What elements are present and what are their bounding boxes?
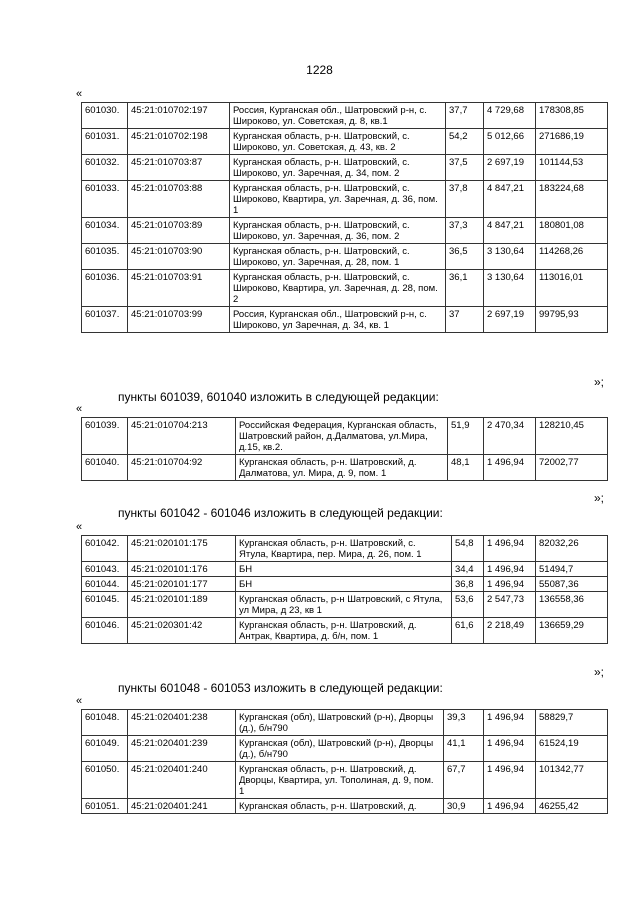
table-row [82, 618, 608, 644]
area-cell: 36,1 [446, 270, 484, 307]
value-cell: 58829,7 [536, 710, 608, 736]
cadastral-number-cell: 45:21:010704:213 [128, 418, 236, 455]
value-cell: 271686,19 [536, 129, 608, 155]
item-number-cell: 601048. [82, 710, 128, 736]
item-number-cell: 601046. [82, 618, 128, 644]
area-cell: 36,5 [446, 244, 484, 270]
rate-cell: 4 847,21 [484, 181, 536, 218]
area-cell: 37,5 [446, 155, 484, 181]
area-cell: 39,3 [444, 710, 484, 736]
value-cell: 180801,08 [536, 218, 608, 244]
item-number-cell: 601035. [82, 244, 128, 270]
area-cell: 54,8 [452, 536, 484, 562]
cadastral-number-cell: 45:21:010703:90 [128, 244, 230, 270]
address-cell: Курганская область, р-н. Шатровский, с. Широково, ул. Советская, д. 43, кв. 2 [230, 129, 446, 155]
address-cell: Россия, Курганская обл., Шатровский р-н, с. Широково, ул. Советская, д. 8, кв.1 [230, 103, 446, 129]
table-row [82, 155, 608, 181]
table-row [82, 710, 608, 736]
value-cell: 136558,36 [536, 592, 608, 618]
address-cell: Курганская (обл), Шатровский (р-н), Дворцы (д.), б/н790 [236, 710, 444, 736]
address-cell: Россия, Курганская обл., Шатровский р-н, с. Широково, ул Заречная, д. 34, кв. 1 [230, 307, 446, 333]
rate-cell: 2 697,19 [484, 155, 536, 181]
rate-cell: 3 130,64 [484, 270, 536, 307]
cadastral-number-cell: 45:21:020101:175 [128, 536, 236, 562]
table-row [82, 244, 608, 270]
item-number-cell: 601051. [82, 799, 128, 814]
value-cell: 46255,42 [536, 799, 608, 814]
rate-cell: 2 218,49 [484, 618, 536, 644]
item-number-cell: 601037. [82, 307, 128, 333]
cadastral-number-cell: 45:21:020101:176 [128, 562, 236, 577]
item-number-cell: 601036. [82, 270, 128, 307]
quote-open: « [76, 88, 83, 100]
rate-cell: 3 130,64 [484, 244, 536, 270]
cadastral-number-cell: 45:21:010703:99 [128, 307, 230, 333]
cadastral-number-cell: 45:21:020101:177 [128, 577, 236, 592]
address-cell: БН [236, 577, 452, 592]
table-row [82, 307, 608, 333]
item-number-cell: 601040. [82, 455, 128, 481]
rate-cell: 1 496,94 [484, 577, 536, 592]
address-cell: Курганская область, р-н. Шатровский, с. Широково, Квартира, ул. Заречная, д. 36, пом. 1 [230, 181, 446, 218]
quote-close: »; [594, 665, 605, 679]
rate-cell: 1 496,94 [484, 455, 536, 481]
table-body [82, 103, 608, 333]
item-number-cell: 601050. [82, 762, 128, 799]
area-cell: 41,1 [444, 736, 484, 762]
value-cell: 51494,7 [536, 562, 608, 577]
table-row [82, 270, 608, 307]
table-row [82, 762, 608, 799]
area-cell: 48,1 [448, 455, 484, 481]
area-cell: 54,2 [446, 129, 484, 155]
rate-cell: 1 496,94 [484, 562, 536, 577]
rate-cell: 5 012,66 [484, 129, 536, 155]
area-cell: 37,3 [446, 218, 484, 244]
table-body [82, 418, 608, 481]
cadastral-number-cell: 45:21:010703:89 [128, 218, 230, 244]
table-row [82, 577, 608, 592]
value-cell: 101342,77 [536, 762, 608, 799]
address-cell: Курганская область, р-н. Шатровский, с. Широково, ул. Заречная, д. 34, пом. 2 [230, 155, 446, 181]
section-instruction: пункты 601048 - 601053 изложить в следующей редакции: [118, 681, 443, 695]
address-cell: Курганская область, р-н. Шатровский, с. Широково, ул. Заречная, д. 36, пом. 2 [230, 218, 446, 244]
address-cell: Курганская область, р-н Шатровский, с Ятула, ул Мира, д 23, кв 1 [236, 592, 452, 618]
value-cell: 128210,45 [536, 418, 608, 455]
table-row [82, 736, 608, 762]
area-cell: 37,8 [446, 181, 484, 218]
quote-close: »; [594, 375, 605, 389]
section-instruction: пункты 601039, 601040 изложить в следующей редакции: [118, 390, 439, 404]
rate-cell: 4 847,21 [484, 218, 536, 244]
table-body [82, 536, 608, 644]
rate-cell: 1 496,94 [484, 736, 536, 762]
address-cell: Курганская область, р-н. Шатровский, с. Широково, ул. Заречная, д. 28, пом. 1 [230, 244, 446, 270]
property-table-4 [81, 709, 608, 814]
address-cell: Курганская область, р-н. Шатровский, с. Широково, Квартира, ул. Заречная, д. 28, пом. 2 [230, 270, 446, 307]
item-number-cell: 601034. [82, 218, 128, 244]
area-cell: 51,9 [448, 418, 484, 455]
cadastral-number-cell: 45:21:010704:92 [128, 455, 236, 481]
area-cell: 37 [446, 307, 484, 333]
area-cell: 53,6 [452, 592, 484, 618]
table-row [82, 218, 608, 244]
value-cell: 113016,01 [536, 270, 608, 307]
table-row [82, 562, 608, 577]
cadastral-number-cell: 45:21:010702:198 [128, 129, 230, 155]
table-row [82, 103, 608, 129]
value-cell: 136659,29 [536, 618, 608, 644]
rate-cell: 2 470,34 [484, 418, 536, 455]
item-number-cell: 601032. [82, 155, 128, 181]
value-cell: 178308,85 [536, 103, 608, 129]
table-row [82, 592, 608, 618]
area-cell: 67,7 [444, 762, 484, 799]
table-row [82, 418, 608, 455]
value-cell: 114268,26 [536, 244, 608, 270]
quote-open: « [76, 521, 83, 533]
property-table-2 [81, 417, 608, 481]
table-row [82, 129, 608, 155]
cadastral-number-cell: 45:21:020101:189 [128, 592, 236, 618]
table-body [82, 710, 608, 814]
item-number-cell: 601042. [82, 536, 128, 562]
cadastral-number-cell: 45:21:020401:239 [128, 736, 236, 762]
cadastral-number-cell: 45:21:010703:87 [128, 155, 230, 181]
rate-cell: 1 496,94 [484, 710, 536, 736]
item-number-cell: 601049. [82, 736, 128, 762]
address-cell: Курганская область, р-н. Шатровский, д. [236, 799, 444, 814]
item-number-cell: 601030. [82, 103, 128, 129]
cadastral-number-cell: 45:21:020301:42 [128, 618, 236, 644]
address-cell: Курганская область, р-н. Шатровский, д. Антрак, Квартира, д. б/н, пом. 1 [236, 618, 452, 644]
value-cell: 82032,26 [536, 536, 608, 562]
rate-cell: 1 496,94 [484, 536, 536, 562]
value-cell: 183224,68 [536, 181, 608, 218]
address-cell: Курганская область, р-н. Шатровский, д. Дворцы, Квартира, ул. Тополиная, д. 9, пом. 1 [236, 762, 444, 799]
rate-cell: 2 547,73 [484, 592, 536, 618]
value-cell: 61524,19 [536, 736, 608, 762]
rate-cell: 4 729,68 [484, 103, 536, 129]
area-cell: 30,9 [444, 799, 484, 814]
cadastral-number-cell: 45:21:020401:238 [128, 710, 236, 736]
rate-cell: 2 697,19 [484, 307, 536, 333]
area-cell: 34,4 [452, 562, 484, 577]
table-row [82, 181, 608, 218]
item-number-cell: 601039. [82, 418, 128, 455]
table-row [82, 799, 608, 814]
address-cell: БН [236, 562, 452, 577]
address-cell: Курганская (обл), Шатровский (р-н), Дворцы (д.), б/н790 [236, 736, 444, 762]
quote-close: »; [594, 491, 605, 505]
item-number-cell: 601033. [82, 181, 128, 218]
property-table-3 [81, 535, 608, 644]
item-number-cell: 601045. [82, 592, 128, 618]
cadastral-number-cell: 45:21:020401:240 [128, 762, 236, 799]
cadastral-number-cell: 45:21:010703:91 [128, 270, 230, 307]
quote-open: « [76, 695, 83, 707]
cadastral-number-cell: 45:21:010703:88 [128, 181, 230, 218]
property-table-1 [81, 102, 608, 333]
address-cell: Российская Федерация, Курганская область, Шатровский район, д.Далматова, ул.Мира, д.15, кв.2. [236, 418, 448, 455]
section-instruction: пункты 601042 - 601046 изложить в следующей редакции: [118, 506, 443, 520]
address-cell: Курганская область, р-н. Шатровский, с. Ятула, Квартира, пер. Мира, д. 26, пом. 1 [236, 536, 452, 562]
cadastral-number-cell: 45:21:020401:241 [128, 799, 236, 814]
rate-cell: 1 496,94 [484, 762, 536, 799]
value-cell: 99795,93 [536, 307, 608, 333]
rate-cell: 1 496,94 [484, 799, 536, 814]
item-number-cell: 601031. [82, 129, 128, 155]
area-cell: 36,8 [452, 577, 484, 592]
area-cell: 37,7 [446, 103, 484, 129]
value-cell: 72002,77 [536, 455, 608, 481]
item-number-cell: 601043. [82, 562, 128, 577]
table-row [82, 455, 608, 481]
cadastral-number-cell: 45:21:010702:197 [128, 103, 230, 129]
item-number-cell: 601044. [82, 577, 128, 592]
area-cell: 61,6 [452, 618, 484, 644]
value-cell: 101144,53 [536, 155, 608, 181]
quote-open: « [76, 403, 83, 415]
value-cell: 55087,36 [536, 577, 608, 592]
address-cell: Курганская область, р-н. Шатровский, д. Далматова, ул. Мира, д. 9, пом. 1 [236, 455, 448, 481]
table-row [82, 536, 608, 562]
page-number: 1228 [306, 63, 333, 77]
